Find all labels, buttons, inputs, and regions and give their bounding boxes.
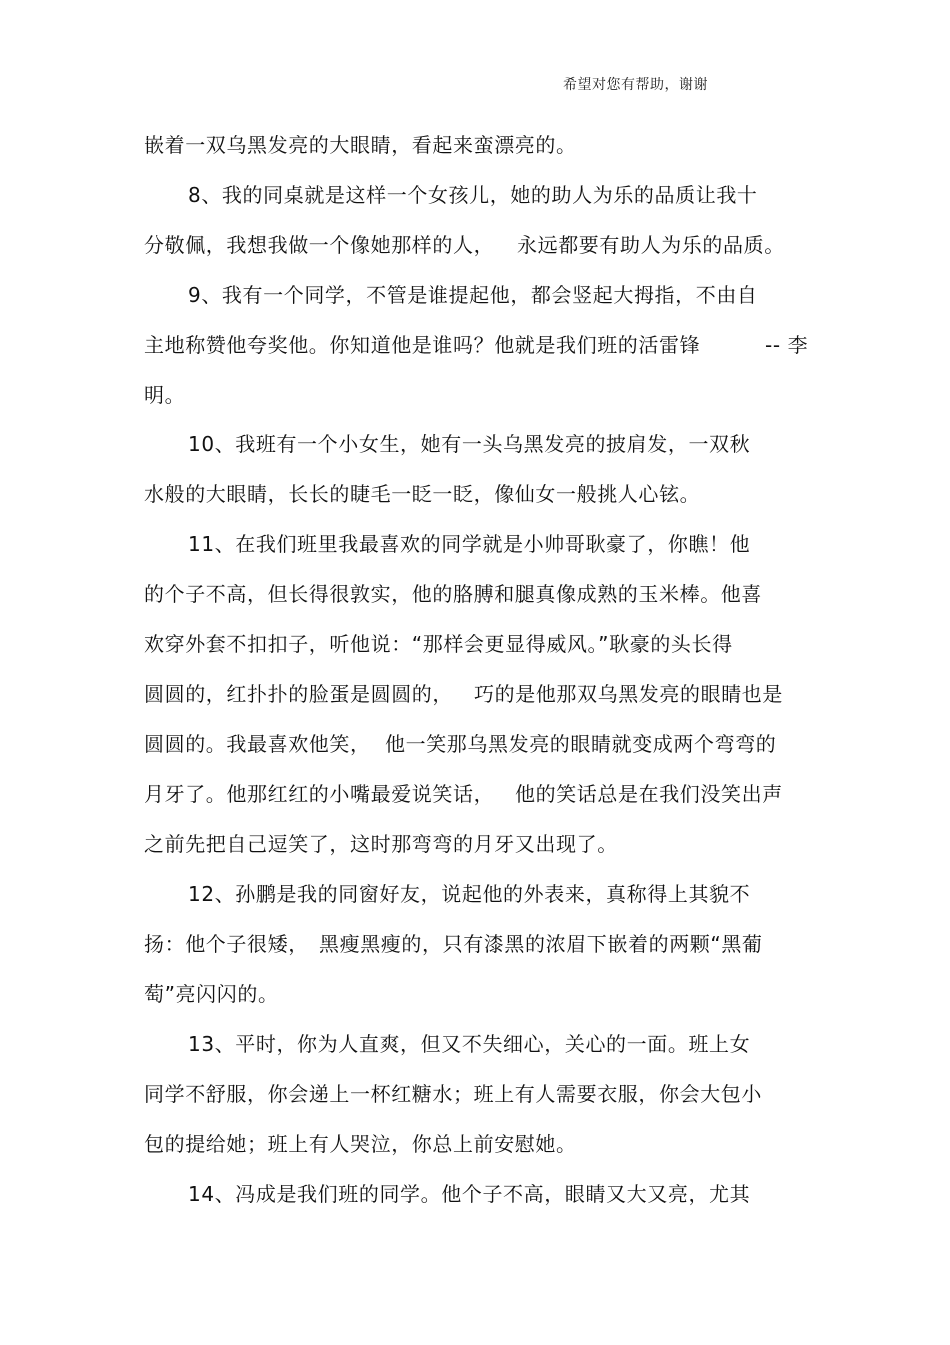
text-line: 永远都要有助人为乐的品质。 xyxy=(517,233,785,257)
text-line: 14、冯成是我们班的同学。他个子不高，眼睛又大又亮，尤其 xyxy=(188,1182,751,1206)
text-line: 萄”亮闪闪的。 xyxy=(144,982,279,1006)
text-line: 11、在我们班里我最喜欢的同学就是小帅哥耿豪了，你瞧！他 xyxy=(188,532,751,556)
text-line: 之前先把自己逗笑了，这时那弯弯的月牙又出现了。 xyxy=(144,832,618,856)
header-note: 希望对您有帮助，谢谢 xyxy=(563,77,708,93)
text-line: 8、我的同桌就是这样一个女孩儿，她的助人为乐的品质让我十 xyxy=(188,183,758,207)
text-line: 他的笑话总是在我们没笑出声 xyxy=(515,782,783,806)
text-line: 圆圆的。我最喜欢他笑， xyxy=(144,732,371,756)
text-line: 的个子不高，但长得很敦实，他的胳膊和腿真像成熟的玉米棒。他喜 xyxy=(144,582,762,606)
text-line: 12、孙鹏是我的同窗好友，说起他的外表来，真称得上其貌不 xyxy=(188,882,751,906)
text-line: 13、平时，你为人直爽，但又不失细心，关心的一面。班上女 xyxy=(188,1032,751,1056)
text-line: -- 李 xyxy=(765,333,809,357)
text-line: 他一笑那乌黑发亮的眼睛就变成两个弯弯的 xyxy=(385,732,777,756)
text-line: 黑瘦黑瘦的，只有漆黑的浓眉下嵌着的两颗“黑葡 xyxy=(319,932,763,956)
text-line: 水般的大眼睛，长长的睫毛一眨一眨，像仙女一般挑人心铉。 xyxy=(144,482,701,506)
text-line: 分敬佩，我想我做一个像她那样的人， xyxy=(144,233,495,257)
text-line: 包的提给她；班上有人哭泣，你总上前安慰她。 xyxy=(144,1132,577,1156)
text-line: 同学不舒服，你会递上一杯红糖水；班上有人需要衣服，你会大包小 xyxy=(144,1082,762,1106)
text-line: 主地称赞他夸奖他。你知道他是谁吗？他就是我们班的活雷锋 xyxy=(144,333,701,357)
text-line: 扬：他个子很矮， xyxy=(144,932,309,956)
text-line: 9、我有一个同学，不管是谁提起他，都会竖起大拇指，不由自 xyxy=(188,283,758,307)
text-line: 巧的是他那双乌黑发亮的眼睛也是 xyxy=(474,682,783,706)
text-line: 月牙了。他那红红的小嘴最爱说笑话， xyxy=(144,782,495,806)
text-line: 嵌着一双乌黑发亮的大眼睛，看起来蛮漂亮的。 xyxy=(144,133,577,157)
text-line: 10、我班有一个小女生，她有一头乌黑发亮的披肩发，一双秋 xyxy=(188,432,751,456)
text-line: 欢穿外套不扣扣子，听他说：“那样会更显得威风。”耿豪的头长得 xyxy=(144,632,733,656)
text-line: 圆圆的，红扑扑的脸蛋是圆圆的， xyxy=(144,682,453,706)
text-line: 明。 xyxy=(144,383,186,407)
